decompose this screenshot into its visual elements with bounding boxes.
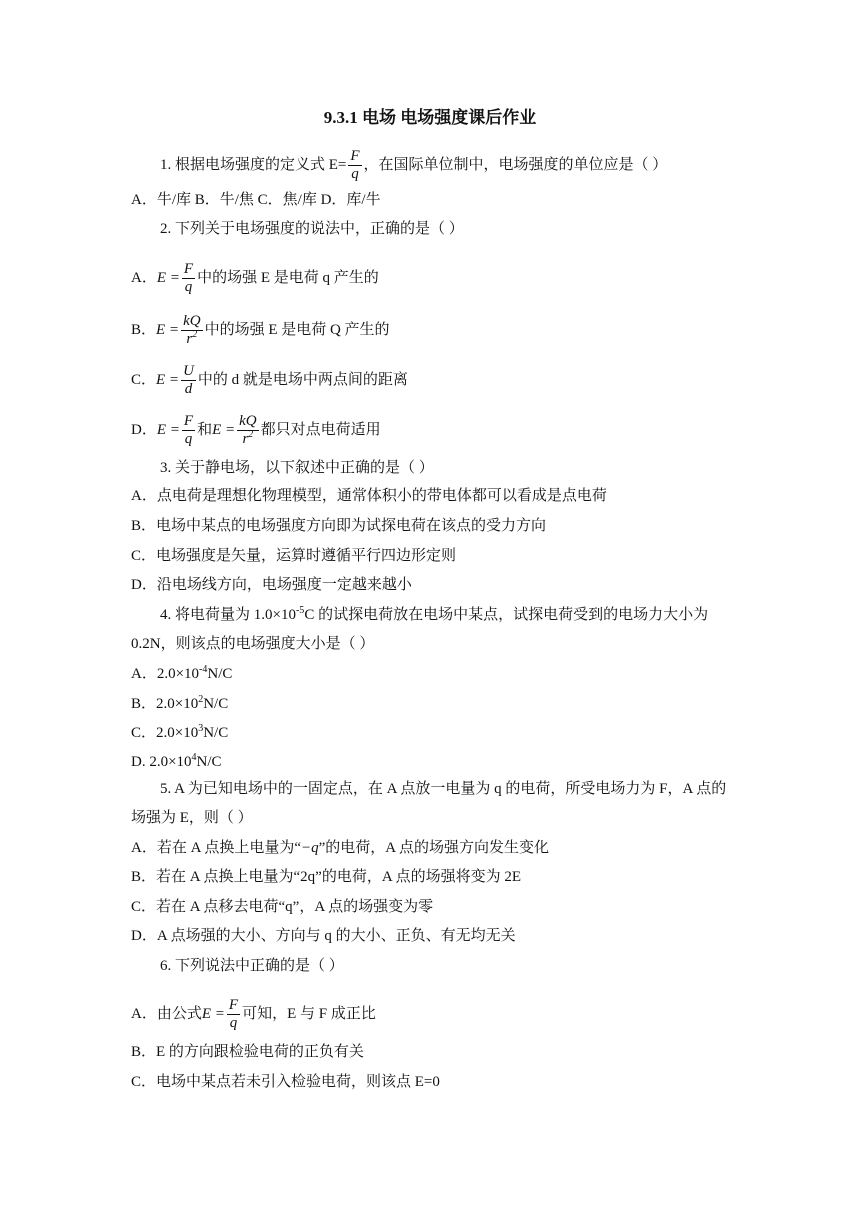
question-6-stem: 6. 下列说法中正确的是（ ） xyxy=(160,958,344,974)
question-3-option-d: D．沿电场线方向，电场强度一定越来越小 xyxy=(131,577,412,593)
question-2-option-c: C．E = $\frac{U}{d}$ 中的 d 就是电场中两点间的距离 xyxy=(131,363,408,397)
question-3-stem: 3. 关于静电场，以下叙述中正确的是（ ） xyxy=(160,460,434,476)
question-4-option-d: D. $2.0\times 10^4N/C$ xyxy=(131,752,222,770)
fraction: $\frac{F}{q}$ xyxy=(228,997,239,1031)
question-2-option-a: A．E = $\frac{F}{q}$ 中的场强 E 是电荷 q 产生的 xyxy=(131,261,379,295)
question-5-stem-line-1: 5. A 为已知电场中的一固定点，在 A 点放一电量为 q 的电荷，所受电场力为 F，A 点的 xyxy=(160,781,727,797)
question-4-option-b: B．$2.0\times 10^2N/C$ xyxy=(131,694,229,712)
question-2-option-b: B．E = $\frac{kQ}{r^2}$ 中的场强 E 是电荷 Q 产生的 xyxy=(131,313,390,347)
question-4-stem-line-2: 0.2N，则该点的电场强度大小是（ ） xyxy=(131,636,375,652)
question-6-option-c: C．电场中某点若未引入检验电荷，则该点 E=0 xyxy=(131,1074,440,1090)
question-5-option-b: B．若在 A 点换上电量为“2q”的电荷，A 点的场强将变为 2E xyxy=(131,869,521,885)
fraction: $\frac{F}{q}$ xyxy=(183,413,194,447)
question-6-option-a: A．由公式E = $\frac{F}{q}$ 可知，E 与 F 成正比 xyxy=(131,997,376,1031)
fraction: $\frac{U}{d}$ xyxy=(183,363,194,397)
question-1-stem: 1. 根据电场强度的定义式 E= $\frac{F}{q}$ ，在国际单位制中，电场强度的单位应是（ ） xyxy=(160,148,668,182)
question-3-option-c: C．电场强度是矢量，运算时遵循平行四边形定则 xyxy=(131,548,457,564)
fraction: $\frac{kQ}{r^2}$ xyxy=(239,413,257,447)
question-2-option-d: D．E = $\frac{F}{q}$ 和E = $\frac{kQ}{r^2}$ 都只对点电荷适用 xyxy=(131,413,381,447)
question-5-stem-line-2: 场强为 E，则（ ） xyxy=(131,810,253,826)
fraction: $\frac{kQ}{r^2}$ xyxy=(183,313,201,347)
question-5-option-c: C．若在 A 点移去电荷“q”，A 点的场强变为零 xyxy=(131,899,434,915)
question-4-option-a: A．$2.0\times 10^{-4}N/C$ xyxy=(131,664,233,682)
question-5-option-d: D．A 点场强的大小、方向与 q 的大小、正负、有无均无关 xyxy=(131,928,516,944)
page-title: 9.3.1 电场 电场强度课后作业 xyxy=(323,108,537,127)
question-2-stem: 2. 下列关于电场强度的说法中，正确的是（ ） xyxy=(160,221,464,237)
question-3-option-b: B．电场中某点的电场强度方向即为试探电荷在该点的受力方向 xyxy=(131,518,547,534)
fraction: $\frac{F}{q}$ xyxy=(350,148,360,182)
question-4-option-c: C．$2.0\times 10^3N/C$ xyxy=(131,723,229,741)
question-3-option-a: A．点电荷是理想化物理模型，通常体积小的带电体都可以看成是点电荷 xyxy=(131,488,607,504)
fraction: $\frac{F}{q}$ xyxy=(183,261,194,295)
question-6-option-b: B．E 的方向跟检验电荷的正负有关 xyxy=(131,1044,364,1060)
question-4-stem-line-1: 4. 将电荷量为 $1.0\times 10^{-5}C$ 的试探电荷放在电场中某点，试探电荷受到的电场力大小为 xyxy=(160,605,709,623)
question-1-options: A．牛/库 B．牛/焦 C．焦/库 D．库/牛 xyxy=(131,192,381,208)
question-5-option-a: A．若在 A 点换上电量为“−q”的电荷，A 点的场强方向发生变化 xyxy=(131,840,550,856)
